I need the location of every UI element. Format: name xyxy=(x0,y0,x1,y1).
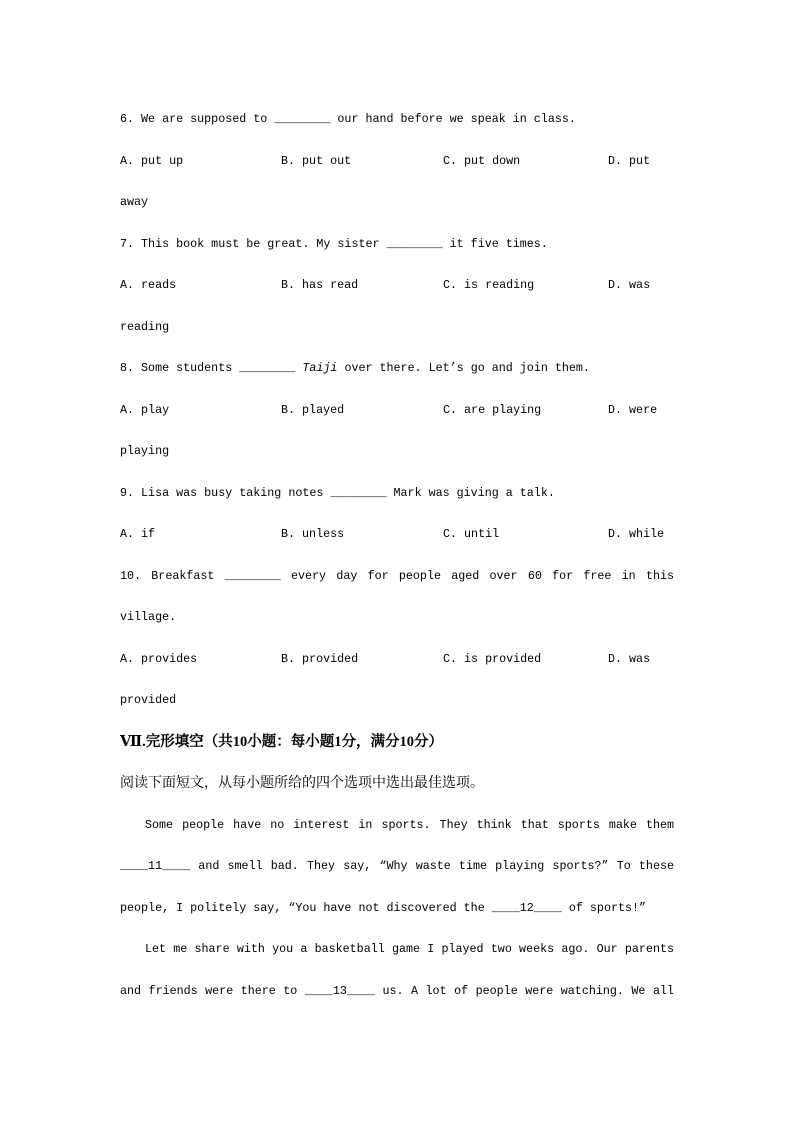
option-cell: D. while xyxy=(608,527,665,541)
question-stem-wrap-line: village. xyxy=(120,610,177,624)
option-cell: A. reads xyxy=(120,278,177,292)
option-cell: A. put up xyxy=(120,153,184,168)
options-row xyxy=(120,639,674,681)
question-stem: 10. Breakfast ________ every day for people aged over 60 for free in this xyxy=(120,568,674,583)
option-cell: D. were xyxy=(608,402,658,417)
options-row xyxy=(120,265,674,307)
option-cell: D. put xyxy=(608,153,651,168)
question-stem: 7. This book must be great. My sister ________ it five times. xyxy=(120,236,548,251)
option-cell: D. was xyxy=(608,278,651,292)
question-stem xyxy=(120,348,674,390)
option-cell: C. until xyxy=(443,527,500,541)
option-cell: B. unless xyxy=(281,527,345,541)
options-row xyxy=(120,141,674,183)
question-stem: 6. We are supposed to ________ our hand before we speak in class. xyxy=(120,112,576,126)
option-wrap-line: provided xyxy=(120,693,177,707)
option-wrap-line: playing xyxy=(120,444,170,458)
passage-line: and friends were there to ____13____ us. A lot of people were watching. We all xyxy=(120,983,674,998)
section-heading: Ⅶ.完形填空（共10小题：每小题1分，满分10分） xyxy=(120,733,443,750)
option-cell: B. played xyxy=(281,402,345,417)
option-cell: D. was xyxy=(608,651,651,666)
passage-line: people, I politely say, “You have not discovered the ____12____ of sports!” xyxy=(120,900,647,915)
instructions-line: 阅读下面短文，从每小题所给的四个选项中选出最佳选项。 xyxy=(120,776,484,791)
option-cell: A. provides xyxy=(120,651,198,666)
passage-line: Some people have no interest in sports. They think that sports make them xyxy=(145,817,674,832)
options-row xyxy=(120,514,674,556)
italic-term: Taiji xyxy=(302,361,338,375)
option-cell: A. play xyxy=(120,402,170,417)
passage-line: Let me share with you a basketball game I played two weeks ago. Our parents xyxy=(145,942,674,956)
options-row xyxy=(120,390,674,432)
document-page xyxy=(120,99,674,1012)
option-cell: B. has read xyxy=(281,278,359,292)
option-cell: B. provided xyxy=(281,651,359,666)
option-cell: A. if xyxy=(120,527,156,541)
option-cell: C. is reading xyxy=(443,278,535,292)
option-wrap-line: reading xyxy=(120,319,170,334)
text-segment: over there. Let’s go and join them. xyxy=(337,361,590,375)
option-wrap-line: away xyxy=(120,195,149,209)
option-cell: C. put down xyxy=(443,153,521,168)
question-stem: 9. Lisa was busy taking notes ________ Mark was giving a talk. xyxy=(120,485,555,500)
option-cell: C. is provided xyxy=(443,651,542,666)
option-cell: C. are playing xyxy=(443,402,542,417)
option-cell: B. put out xyxy=(281,153,352,168)
text-segment: 8. Some students ________ xyxy=(120,361,303,375)
passage-line: ____11____ and smell bad. They say, “Why waste time playing sports?” To these xyxy=(120,859,674,873)
